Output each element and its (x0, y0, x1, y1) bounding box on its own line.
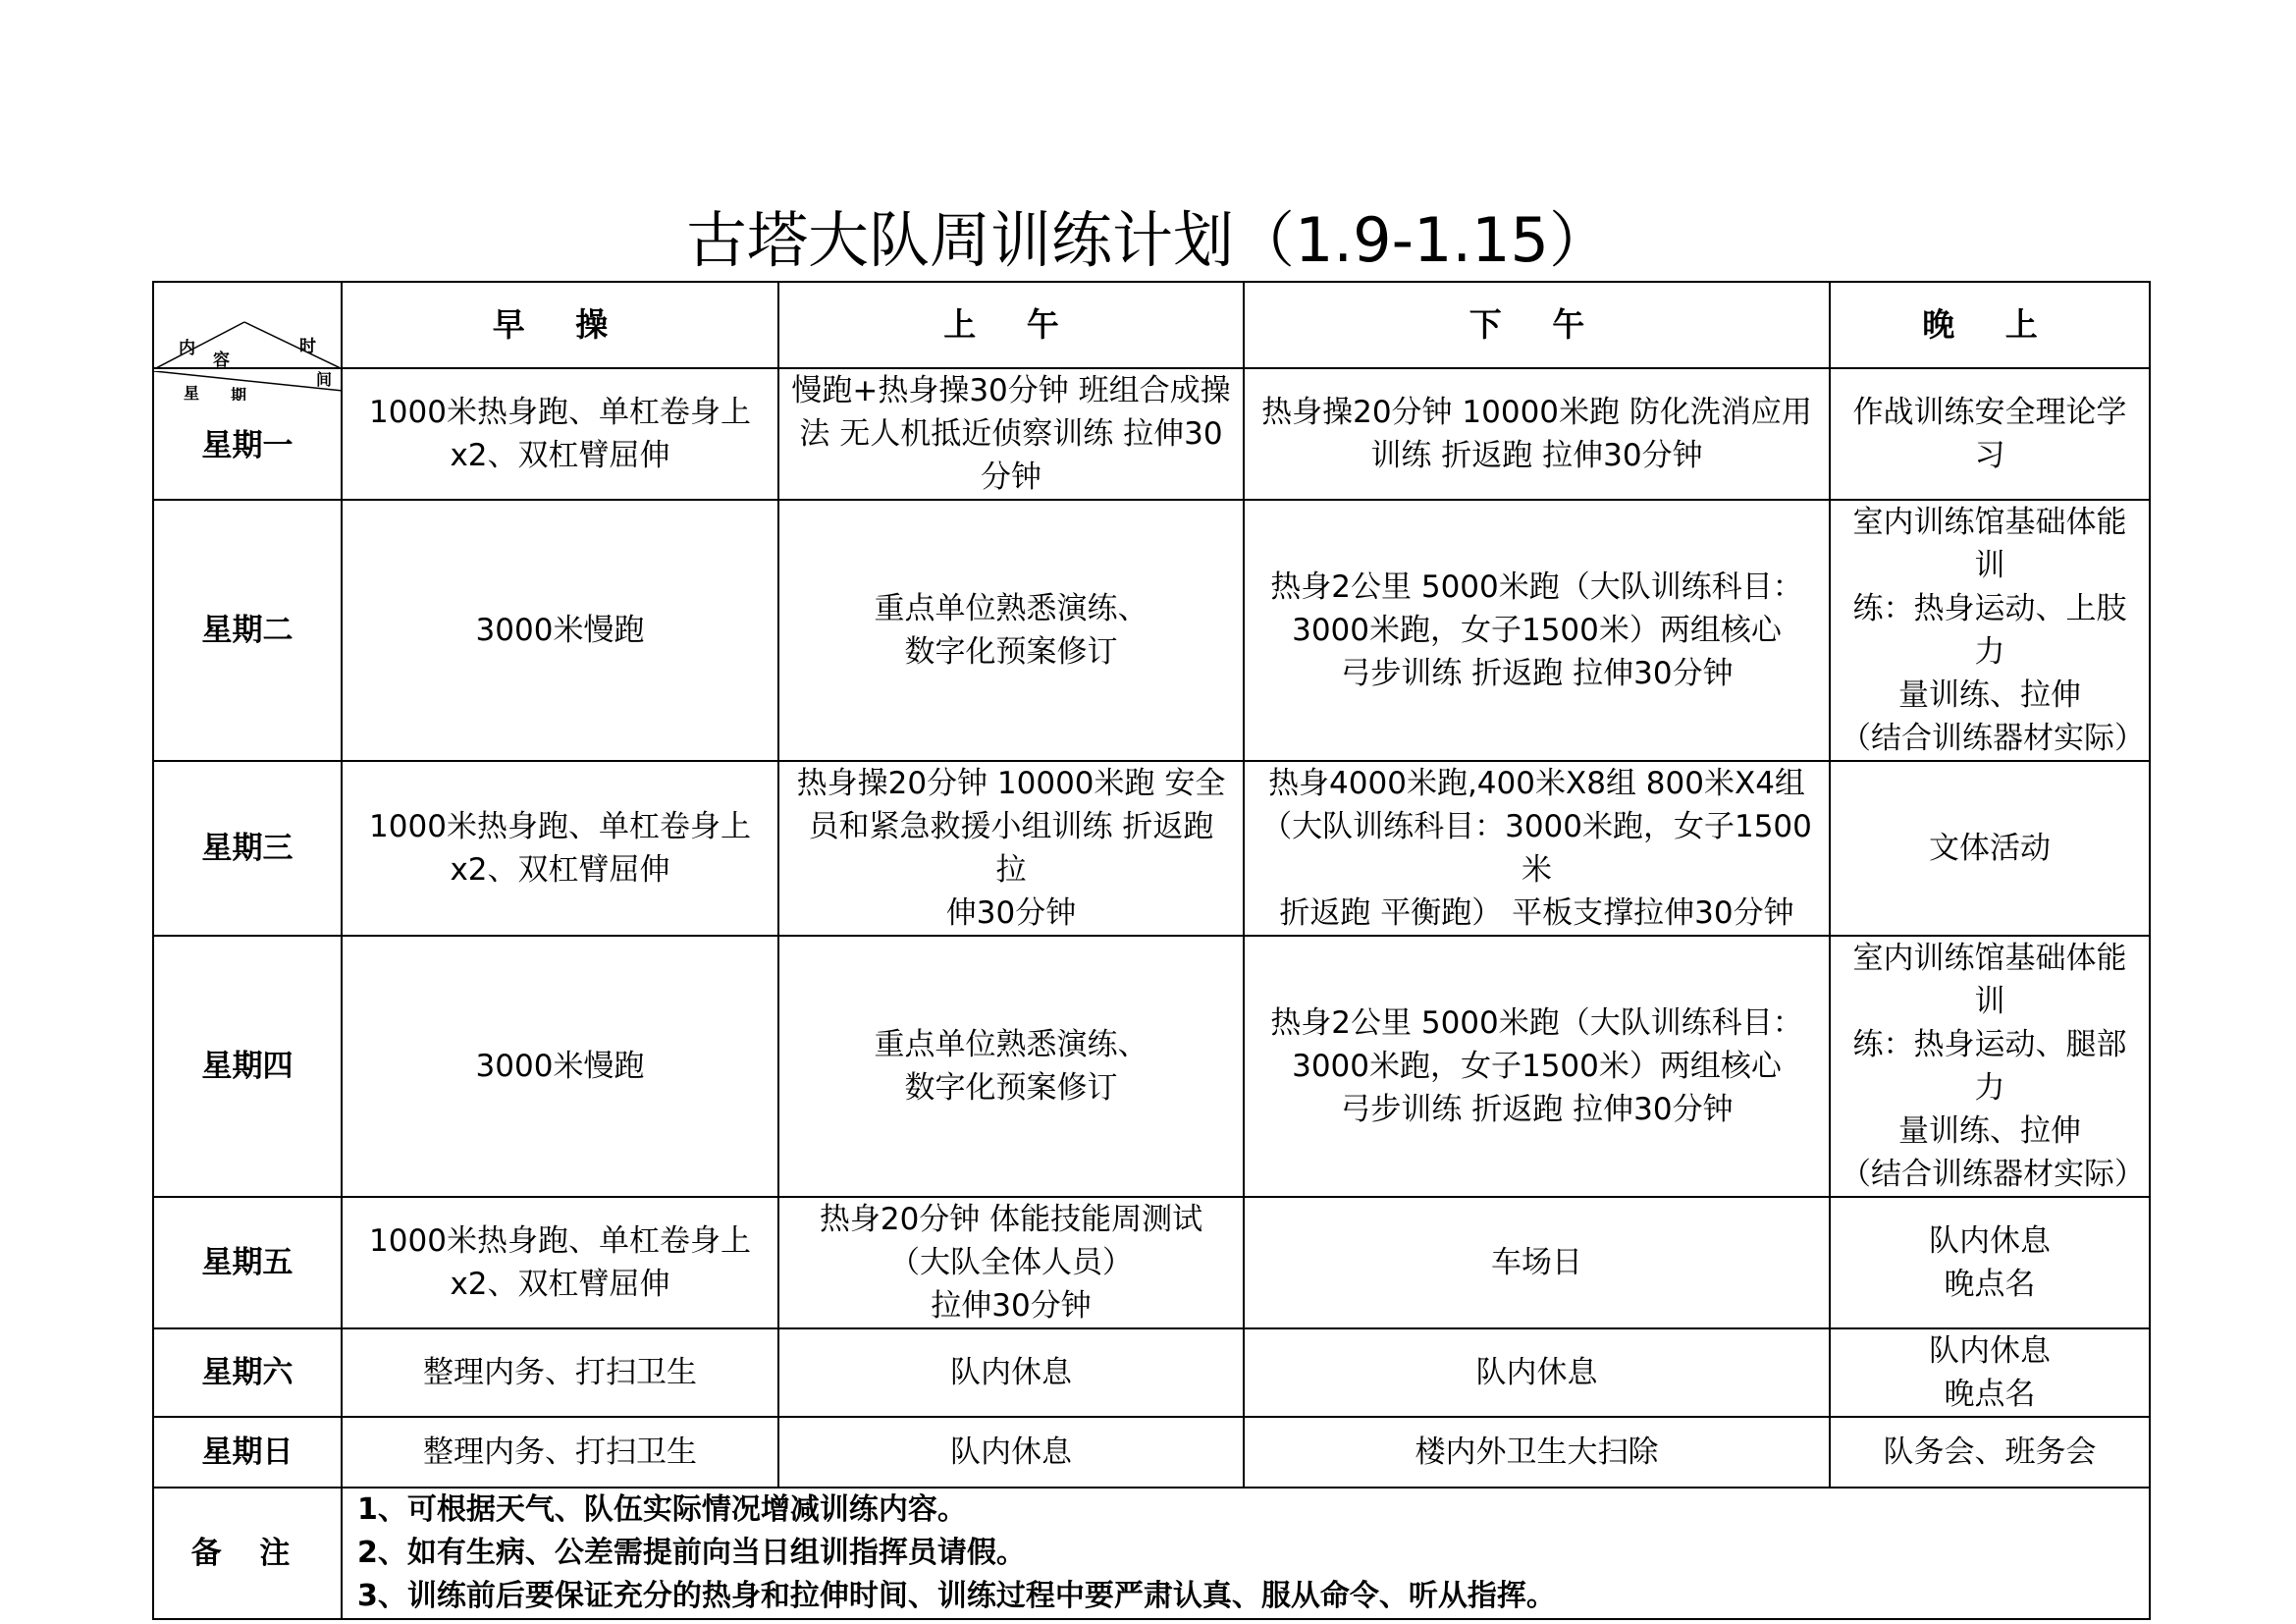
cell-line: 热身4000米跑,400米X8组 800米X4组 (1268, 766, 1805, 801)
day-label-text: 星期一 (201, 428, 294, 463)
cell-line: 重点单位熟悉演练、 (874, 1027, 1148, 1062)
afternoon-cell (1244, 1328, 1830, 1417)
day-row (153, 368, 2150, 500)
cell-line: （结合训练器材实际） (1841, 1157, 2145, 1192)
cell-line: 晚点名 (1944, 1377, 2036, 1412)
evening-cell (1830, 1328, 2150, 1417)
cell-line: 弓步训练 折返跑 拉伸30分钟 (1340, 1092, 1734, 1127)
svg-text:内: 内 (179, 339, 195, 358)
corner-time-label: 时 (299, 337, 316, 356)
evening-cell (1830, 1417, 2150, 1488)
cell-line: 数字化预案修订 (904, 634, 1118, 670)
evening-cell (1830, 936, 2150, 1197)
morning-cell (778, 1417, 1244, 1488)
notes-content (342, 1488, 2150, 1619)
cell-line: 室内训练馆基础体能训 (1852, 505, 2127, 583)
cell-line: 1000米热身跑、单杠卷身上 (369, 1223, 751, 1259)
cell-line: 分钟 (981, 460, 1041, 495)
morning-exercise-cell (342, 1417, 778, 1488)
cell-line: 车场日 (1491, 1245, 1582, 1280)
cell-line: 热身20分钟 体能技能周测试 (819, 1202, 1203, 1237)
cell-line: 3000米跑，女子1500米）两组核心 (1292, 613, 1782, 648)
day-row (153, 1417, 2150, 1488)
morning-cell (778, 368, 1244, 500)
cell-line: 1000米热身跑、单杠卷身上 (369, 395, 751, 430)
header-row (153, 282, 2150, 368)
cell-line: 拉伸30分钟 (931, 1288, 1092, 1324)
afternoon-cell (1244, 368, 1830, 500)
svg-text:容: 容 (213, 351, 230, 369)
svg-text:间: 间 (316, 371, 333, 389)
cell-line: x2、双杠臂屈伸 (450, 438, 670, 473)
cell-line: 队内休息 (1929, 1333, 2051, 1369)
afternoon-cell (1244, 936, 1830, 1197)
day-row (153, 1197, 2150, 1328)
evening-cell (1830, 1197, 2150, 1328)
day-row (153, 500, 2150, 761)
afternoon-cell (1244, 1417, 1830, 1488)
afternoon-cell (1244, 761, 1830, 936)
cell-line: 1000米热身跑、单杠卷身上 (369, 809, 751, 844)
cell-line: 队务会、班务会 (1883, 1435, 2097, 1470)
cell-line: 3000米慢跑 (475, 1049, 645, 1084)
notes-label: 备 注 (153, 1488, 342, 1619)
corner-diagonal (154, 283, 342, 368)
morning-cell (778, 1328, 1244, 1417)
cell-line: 整理内务、打扫卫生 (423, 1355, 697, 1390)
cell-line: 3000米跑，女子1500米）两组核心 (1292, 1049, 1782, 1084)
cell-line: 热身2公里 5000米跑（大队训练科目： (1270, 1005, 1803, 1041)
cell-line: 楼内外卫生大扫除 (1415, 1435, 1659, 1470)
cell-line: 热身2公里 5000米跑（大队训练科目： (1270, 569, 1803, 605)
day-row (153, 936, 2150, 1197)
evening-cell (1830, 500, 2150, 761)
header-morning-exercise: 早 操 (342, 282, 778, 368)
day-label: 星期五 (153, 1197, 342, 1328)
morning-cell (778, 1197, 1244, 1328)
morning-exercise-cell (342, 1197, 778, 1328)
day-label: 星期日 (153, 1417, 342, 1488)
corner-cell (153, 282, 342, 368)
cell-line: 重点单位熟悉演练、 (874, 591, 1148, 626)
morning-exercise-cell (342, 936, 778, 1197)
afternoon-cell (1244, 500, 1830, 761)
cell-line: 队内休息 (950, 1355, 1072, 1390)
notes-row (153, 1488, 2150, 1619)
morning-cell (778, 761, 1244, 936)
cell-line: 热身操20分钟 10000米跑 防化洗消应用 (1261, 395, 1812, 430)
cell-line: 队内休息 (950, 1435, 1072, 1470)
note-line: 1、可根据天气、队伍实际情况增减训练内容。 (357, 1492, 967, 1527)
page-title: 古塔大队周训练计划（1.9-1.15） (685, 204, 1611, 276)
header-afternoon: 下 午 (1244, 282, 1830, 368)
day-row (153, 1328, 2150, 1417)
cell-line: 室内训练馆基础体能训 (1852, 941, 2127, 1019)
afternoon-cell (1244, 1197, 1830, 1328)
cell-line: 队内休息 (1475, 1355, 1598, 1390)
cell-line: （大队训练科目：3000米跑，女子1500米 (1261, 809, 1812, 888)
cell-line: 量训练、拉伸 (1898, 1113, 2081, 1149)
corner-diagonal-extension (154, 369, 341, 399)
cell-line: 法 无人机抵近侦察训练 拉伸30 (799, 416, 1223, 452)
cell-line: 慢跑+热身操30分钟 班组合成操 (791, 373, 1231, 408)
day-label: 星期六 (153, 1328, 342, 1417)
svg-text:期: 期 (231, 386, 247, 401)
svg-text:星: 星 (184, 384, 200, 401)
day-label (153, 368, 342, 500)
header-evening: 晚 上 (1830, 282, 2150, 368)
training-plan-table (152, 281, 2151, 1620)
cell-line: 量训练、拉伸 (1898, 677, 2081, 713)
morning-exercise-cell (342, 1328, 778, 1417)
cell-line: （大队全体人员） (889, 1245, 1133, 1280)
cell-line: 热身操20分钟 10000米跑 安全 (796, 766, 1226, 801)
cell-line: 员和紧急救援小组训练 折返跑 拉 (808, 809, 1214, 888)
morning-cell (778, 936, 1244, 1197)
header-morning: 上 午 (778, 282, 1244, 368)
cell-line: 晚点名 (1944, 1267, 2036, 1302)
morning-exercise-cell (342, 368, 778, 500)
cell-line: 训练 折返跑 拉伸30分钟 (1370, 438, 1703, 473)
cell-line: 练：热身运动、腿部力 (1852, 1027, 2127, 1106)
cell-line: 数字化预案修订 (904, 1070, 1118, 1106)
evening-cell (1830, 761, 2150, 936)
cell-line: x2、双杠臂屈伸 (450, 852, 670, 888)
note-line: 3、训练前后要保证充分的热身和拉伸时间、训练过程中要严肃认真、服从命令、听从指挥。 (357, 1579, 1556, 1613)
cell-line: 文体活动 (1929, 831, 2051, 866)
day-row (153, 761, 2150, 936)
morning-exercise-cell (342, 500, 778, 761)
day-label: 星期三 (153, 761, 342, 936)
cell-line: 3000米慢跑 (475, 613, 645, 648)
cell-line: 队内休息 (1929, 1223, 2051, 1259)
morning-exercise-cell (342, 761, 778, 936)
cell-line: 整理内务、打扫卫生 (423, 1435, 697, 1470)
morning-cell (778, 500, 1244, 761)
cell-line: （结合训练器材实际） (1841, 721, 2145, 756)
cell-line: 伸30分钟 (945, 895, 1077, 931)
day-label: 星期二 (153, 500, 342, 761)
cell-line: x2、双杠臂屈伸 (450, 1267, 670, 1302)
cell-line: 练：热身运动、上肢力 (1852, 591, 2127, 670)
evening-cell (1830, 368, 2150, 500)
cell-line: 折返跑 平衡跑） 平板支撑拉伸30分钟 (1279, 895, 1794, 931)
note-line: 2、如有生病、公差需提前向当日组训指挥员请假。 (357, 1536, 1026, 1570)
cell-line: 作战训练安全理论学习 (1852, 395, 2127, 473)
cell-line: 弓步训练 折返跑 拉伸30分钟 (1340, 656, 1734, 691)
day-label: 星期四 (153, 936, 342, 1197)
